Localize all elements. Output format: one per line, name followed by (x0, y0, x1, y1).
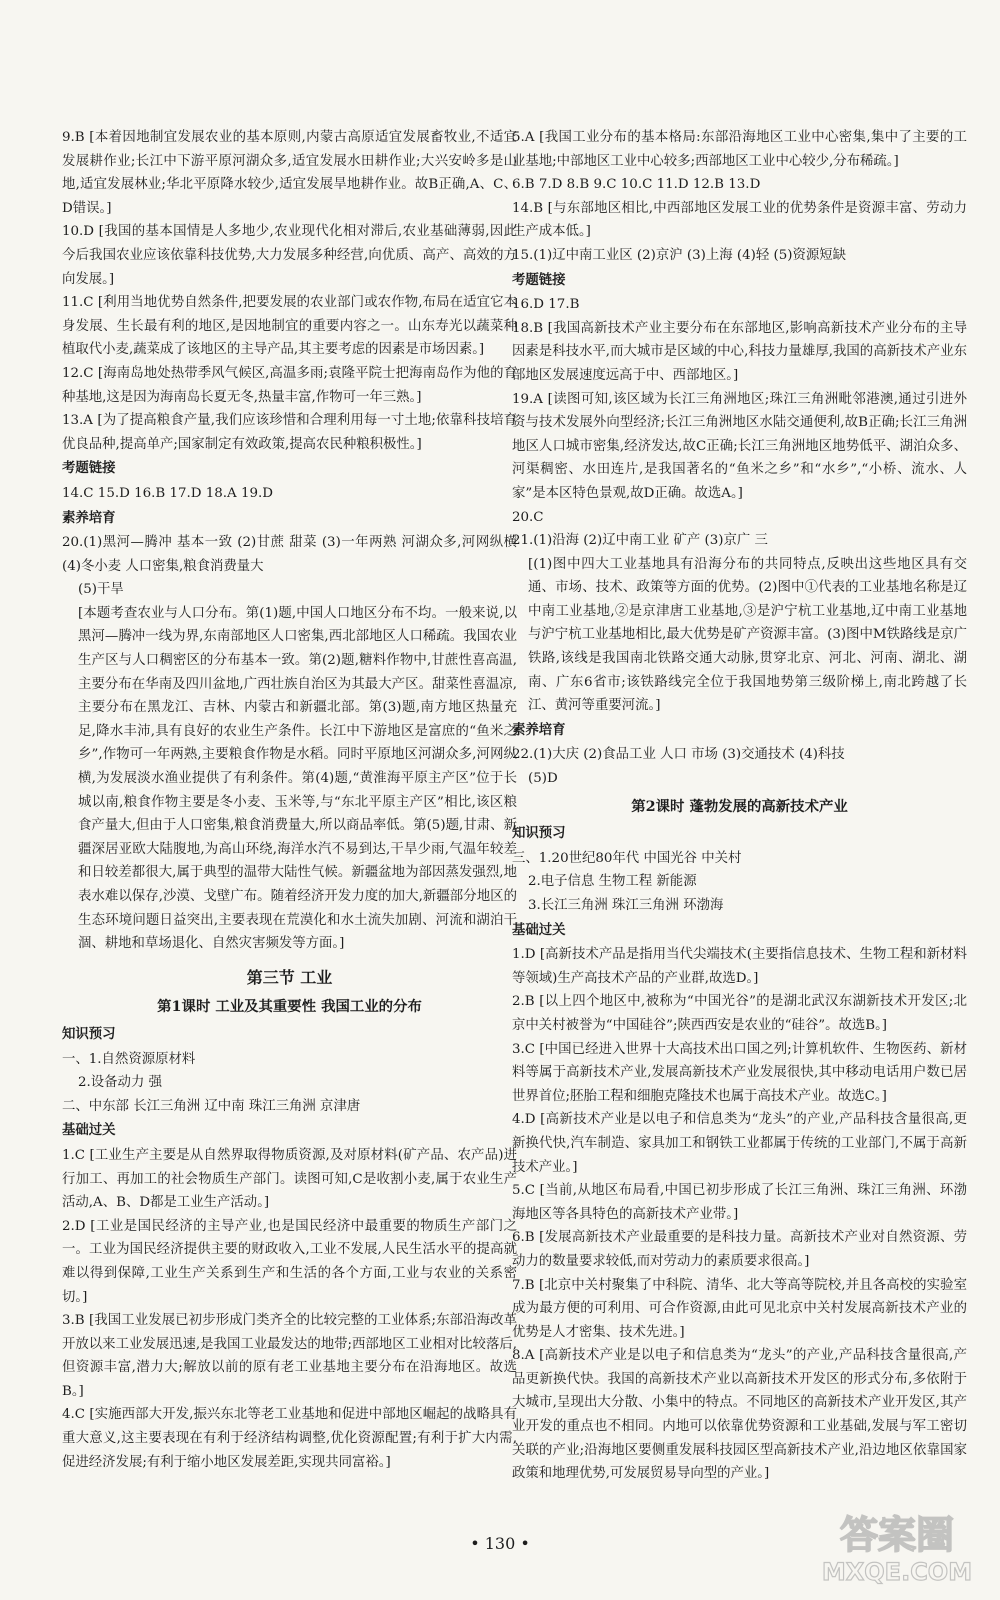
answer-item: 一、1.自然资源原材料 (62, 1051, 196, 1067)
answer-item: 3.C [中国已经进入世界十大高技术出口国之列;计算机软件、生物医药、新材料等属于高新技术产业,发展高新技术产业发展很快,其中移动电话用户数已居世界首位;胚胎工程和细胞克隆技术也属于高技术产业。故选C。] (512, 1041, 967, 1104)
answer-item: 16.D 17.B (512, 297, 580, 313)
answer-item: 8.A [高新技术产业是以电子和信息类为“龙头”的产业,产品科技含量很高,产品更新换代快。我国的高新技术产业以高新技术开发区的形式分布,多依附于大城市,呈现出大分散、小集中的特点。不同地区的高新技术产业开发区,其产业开发的重点也不相同。内地可以依靠优势资源和工业基础,发展与军工密切关联的产业;沿海地区要侧重发展科技园区型高新技术产业,沿边地区依靠国家政策和地理优势,可发展贸易导向型的产业。] (512, 1348, 967, 1482)
left-column (62, 126, 517, 1474)
answer-item: 9.B [本着因地制宜发展农业的基本原则,内蒙古高原适宜发展畜牧业,不适宜发展耕作业;长江中下游平原河湖众多,适宜发展水田耕作业;大兴安岭多是山地,适宜发展林业;华北平原降水较少,适宜发展旱地耕作业。故B正确,A、C、D错误。] (62, 130, 517, 216)
answer-item: 18.B [我国高新技术产业主要分布在东部地区,影响高新技术产业分布的主导因素是科技水平,而大城市是区域的中心,科技力量雄厚,我国的高新技术产业东部地区发展速度远高于中、西部地区。] (512, 320, 967, 383)
answer-detail: [(1)图中四大工业基地具有沿海分布的共同特点,反映出这些地区具有交通、市场、技术、政策等方面的优势。(2)图中①代表的工业基地名称是辽中南工业基地,②是京津唐工业基地,③是沪宁杭工业基地,辽中南工业基地与沪宁杭工业基地相比,最大优势是矿产资源丰富。(3)图中M铁路线是京广铁路,该线是我国南北铁路交通大动脉,贯穿北京、河北、河南、湖北、湖南、广东6省市;该铁路线完全位于我国地势第三级阶梯上,南北跨越了长江、黄河等重要河流。] (528, 556, 967, 714)
right-column (512, 126, 967, 1486)
answer-item: 6.B [发展高新技术产业最重要的是科技力量。高新技术产业对自然资源、劳动力的数量要求较低,而对劳动力的素质要求很高。] (512, 1230, 967, 1269)
answer-detail: (5)D (528, 771, 558, 787)
section-label: 知识预习 (512, 825, 566, 842)
section-label: 素养培育 (512, 721, 566, 738)
section-label: 素养培育 (62, 509, 116, 526)
answer-item: 21.(1)沿海 (2)辽中南工业 矿产 (3)京广 三 (512, 533, 768, 549)
section-label: 考题链接 (62, 460, 116, 477)
lesson-heading: 第1课时 工业及其重要性 我国工业的分布 (157, 998, 422, 1016)
answer-item: 19.A [读图可知,该区域为长江三角洲地区;珠江三角洲毗邻港澳,通过引进外资与技术发展外向型经济;长江三角洲地区水陆交通便利,故B正确;长江三角洲地区人口城市密集,经济发达,故C正确;长江三角洲地区地势低平、湖泊众多、河渠稠密、水田连片,是我国著名的“鱼米之乡”和“水乡”,“小桥、流水、人家”是本区特色景观,故D正确。故选A。] (512, 391, 967, 501)
answer-item: 7.B [北京中关村聚集了中科院、清华、北大等高等院校,并且各高校的实验室成为最方便的可利用、可合作资源,由此可见北京中关村发展高新技术产业的优势是人才密集、技术先进。] (512, 1277, 967, 1340)
answer-item: 14.C 15.D 16.B 17.D 18.A 19.D (62, 485, 274, 501)
answer-item: 3.B [我国工业发展已初步形成门类齐全的比较完整的工业体系;东部沿海改革开放以来工业发展迅速,是我国工业最发达的地带;西部地区工业相对比较落后,但资源丰富,潜力大;解放以前的原有老工业基地主要分布在沿海地区。故选B。] (62, 1313, 517, 1399)
watermark-logo (812, 1504, 982, 1590)
page-number: • 130 • (470, 1534, 530, 1553)
answer-item: 22.(1)大庆 (2)食品工业 人口 市场 (3)交通技术 (4)科技 (512, 747, 845, 763)
svg-text:MXQE.COM: MXQE.COM (821, 1558, 973, 1586)
answer-detail: 3.长江三角洲 珠江三角洲 环渤海 (528, 898, 724, 913)
answer-item: 5.C [当前,从地区布局看,中国已初步形成了长江三角洲、珠江三角洲、环渤海地区等各具特色的高新技术产业带。] (512, 1183, 967, 1222)
answer-item: 20.(1)黑河—腾冲 基本一致 (2)甘蔗 甜菜 (3)一年两熟 河湖众多,河网纵横 (4)冬小麦 人口密集,粮食消费量大 (62, 535, 517, 574)
answer-detail: 2.电子信息 生物工程 新能源 (528, 874, 697, 890)
answer-item: 三、1.20世纪80年代 中国光谷 中关村 (512, 850, 742, 866)
answer-item: 1.D [高新技术产品是指用当代尖端技术(主要指信息技术、生物工程和新材料等领域)生产高技术产品的产业群,故选D。] (512, 947, 967, 986)
section-label: 考题链接 (512, 271, 566, 288)
answer-detail: [本题考查农业与人口分布。第(1)题,中国人口地区分布不均。一般来说,以黑河—腾冲一线为界,东南部地区人口密集,西北部地区人口稀疏。我国农业生产区与人口稠密区的分布基本一致。第(2)题,糖料作物中,甘蔗性喜高温,主要分布在华南及四川盆地,广西壮族自治区为其最大产区。甜菜性喜温凉,主要分布在黑龙江、吉林、内蒙古和新疆北部。第(3)题,南方地区热量充足,降水丰沛,具有良好的农业生产条件。长江中下游地区是富庶的“鱼米之乡”,作物可一年两熟,主要粮食作物是水稻。同时平原地区河湖众多,河网纵横,为发展淡水渔业提供了有利条件。第(4)题,“黄淮海平原主产区”位于长城以南,粮食作物主要是冬小麦、玉米等,与“东北平原主产区”相比,该区粮食产量大,但由于人口密集,粮食消费量大,所以商品率低。第(5)题,甘肃、新疆深居亚欧大陆腹地,为高山环绕,海洋水汽不易到达,干旱少雨,气温年较差和日较差都很大,属于典型的温带大陆性气候。新疆盆地为部因蒸发强烈,地表水难以保存,沙漠、戈壁广布。随着经济开发力度的加大,新疆部分地区的生态环境问题日益突出,主要表现在荒漠化和水土流失加剧、河流和湖泊干涸、耕地和草场退化、自然灾害频发等方面。] (78, 605, 517, 952)
answer-item: 2.D [工业是国民经济的主导产业,也是国民经济中最重要的物质生产部门之一。工业为国民经济提供主要的财政收入,工业不发展,人民生活水平的提高就难以得到保障,工业生产关系到生产和生活的各个方面,工业与农业的关系密切。] (62, 1218, 517, 1305)
answer-item: 15.(1)辽中南工业区 (2)京沪 (3)上海 (4)轻 (5)资源短缺 (512, 247, 847, 263)
answer-item: 5.A [我国工业分布的基本格局:东部沿海地区工业中心密集,集中了主要的工业基地;中部地区工业中心较多;西部地区工业中心较少,分布稀疏。] (512, 130, 967, 169)
answer-item: 2.B [以上四个地区中,被称为“中国光谷”的是湖北武汉东湖新技术开发区;北京中关村被誉为“中国硅谷”;陕西西安是农业的“硅谷”。故选B。] (512, 994, 967, 1033)
answer-item: 4.C [实施西部大开发,振兴东北等老工业基地和促进中部地区崛起的战略具有重大意义,这主要表现在有利于经济结构调整,优化资源配置;有利于扩大内需,促进经济发展;有利于缩小地区发展差距,实现共同富裕。] (62, 1407, 517, 1470)
section-label: 基础过关 (512, 921, 566, 938)
answer-item: 12.C [海南岛地处热带季风气候区,高温多雨;袁隆平院士把海南岛作为他的育种基地,这是因为海南岛长夏无冬,热量丰富,作物可一年三熟。] (62, 365, 517, 405)
section-label: 知识预习 (62, 1025, 116, 1042)
svg-text:答案圈: 答案圈 (839, 1513, 955, 1557)
section-label: 基础过关 (62, 1122, 116, 1139)
answer-detail: 2.设备动力 强 (78, 1075, 162, 1091)
answer-item: 1.C [工业生产主要是从自然界取得物质资源,及对原材料(矿产品、农产品)进行加工、再加工的社会物质生产部门。读图可知,C是收割小麦,属于农业生产活动,A、B、D都是工业生产活动。] (62, 1147, 517, 1211)
answer-item: 4.D [高新技术产业是以电子和信息类为“龙头”的产业,产品科技含量很高,更新换代快,汽车制造、家具加工和钢铁工业都属于传统的工业部门,不属于高新技术产业。] (512, 1112, 967, 1175)
answer-detail: (5)干旱 (78, 582, 124, 598)
answer-item: 20.C (512, 509, 544, 525)
lesson-heading: 第2课时 蓬勃发展的高新技术产业 (631, 797, 848, 815)
answer-item: 二、中东部 长江三角洲 辽中南 珠江三角洲 京津唐 (62, 1098, 361, 1114)
answer-item: 13.A [为了提高粮食产量,我们应该珍惜和合理利用每一寸土地;依靠科技培育优良品种,提高单产;国家制定有效政策,提高农民种粮积极性。] (62, 413, 517, 452)
answer-item: 10.D [我国的基本国情是人多地少,农业现代化相对滞后,农业基础薄弱,因此今后我国农业应该依靠科技优势,大力发展多种经营,向优质、高产、高效的方向发展。] (62, 224, 517, 287)
answer-item: 6.B 7.D 8.B 9.C 10.C 11.D 12.B 13.D (512, 177, 761, 193)
answer-item: 14.B [与东部地区相比,中西部地区发展工业的优势条件是资源丰富、劳动力生产成本低。] (512, 200, 967, 240)
answer-item: 11.C [利用当地优势自然条件,把要发展的农业部门或农作物,布局在适宜它本身发展、生长最有利的地区,是因地制宜的重要内容之一。山东寿光以蔬菜种植取代小麦,蔬菜成了该地区的主导产品,其主要考虑的因素是市场因素。] (62, 295, 517, 358)
section-heading: 第三节 工业 (246, 967, 333, 987)
